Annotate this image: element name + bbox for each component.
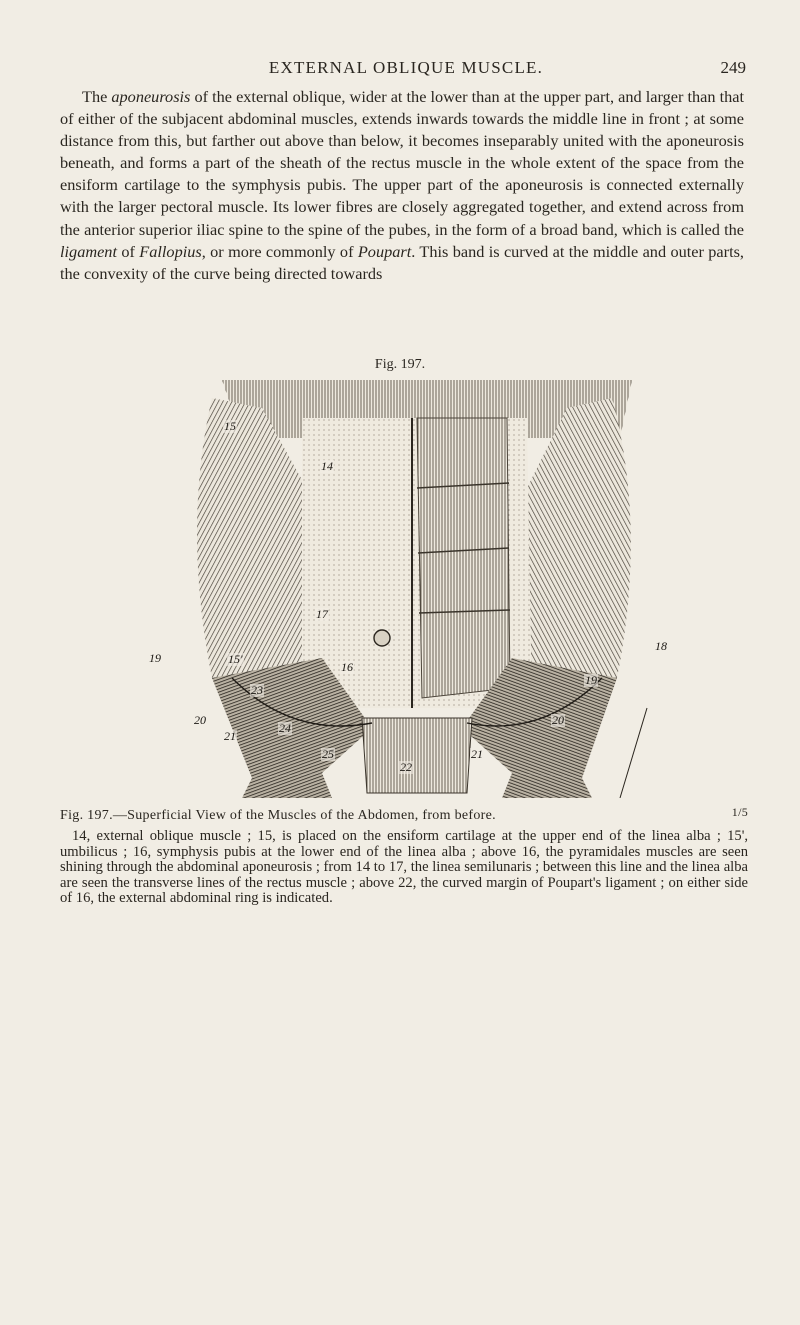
caption-title-text: Fig. 197.—Superficial View of the Muscles of the Abdomen, from before. [60,808,496,823]
anatomical-figure [72,378,748,798]
figure-number-22: 22 [400,760,412,774]
page-number: 249 [720,58,746,77]
rectus-muscle [417,418,510,698]
term-aponeurosis: aponeurosis [111,87,191,106]
figure-caption-title [60,805,748,824]
scale-fraction: 1/5 [731,805,748,819]
pointer-line [620,708,647,798]
abdomen-muscles-illustration [72,378,748,798]
umbilicus [374,630,390,646]
text-run: of [116,241,140,261]
figure-caption-text: 14, external oblique muscle ; 15, is placed on the ensiform cartilage at the upper end of the linea alba ; 15', umbilicus ; 16, symphysis pubis at the lower end of the linea alba ; above 16, the pyramidales muscles are seen shining through the abdominal aponeurosis ; from 14 to 17, the linea semilunaris ; between this line and the linea alba are seen the transverse lines of the rectus muscle ; above 22, the curved margin of Poupart's ligament ; on either side of 16, the external abdominal ring is indicated. [60,828,748,906]
term-poupart: Poupart [357,241,412,261]
figure-number-15: 15 [224,419,236,433]
figure-number-24: 24 [279,721,291,735]
figure-number-21-right: 21 [471,747,483,761]
figure-number-20-right: 20 [552,713,564,727]
figure-number-23: 23 [251,683,263,697]
figure-number-19-right: 19 [585,673,597,687]
figure-number-25: 25 [322,747,334,761]
term-ligament: ligament [60,241,117,261]
figure-number-14: 14 [321,459,333,473]
body-paragraph [60,86,744,285]
page-header [66,58,746,82]
term-fallopius: Fallopius [139,241,202,261]
figure-number-21-left: 21 [224,729,236,743]
figure-label: Fig. 197. [374,357,426,372]
figure-number-17: 17 [316,607,328,621]
figure-number-16: 16 [341,660,353,674]
text-run: The [82,87,112,106]
figure-number-20-left: 20 [194,713,206,727]
text-run: . This band is curved at the middle and outer parts, the convexity of the curve being directed towards [60,241,744,283]
pubic-region [362,718,472,793]
figure-number-18: 18 [655,639,667,653]
text-run: of the external oblique, wider at the lower than at the upper part, and larger than that of either of the subjacent abdominal muscles, extends inwards towards the middle line in front ; at some distance from this, but farther out above than below, it becomes inseparably united with the aponeurosis beneath, and forms a part of the sheath of the rectus muscle in the whole extent of the space from the ensiform cartilage to the symphysis pubis. The upper part of the aponeurosis is connected externally with the larger pectoral muscle. Its lower fibres are closely aggregated together, and extend across from the anterior superior iliac spine to the spine of the pubes, in the form of a broad band, which is called the [60,87,744,239]
running-head: EXTERNAL OBLIQUE MUSCLE. [268,58,544,77]
figure-number-15-prime: 15' [228,652,243,666]
figure-number-19-left: 19 [149,651,161,665]
text-run: , or more commonly of [201,241,358,261]
